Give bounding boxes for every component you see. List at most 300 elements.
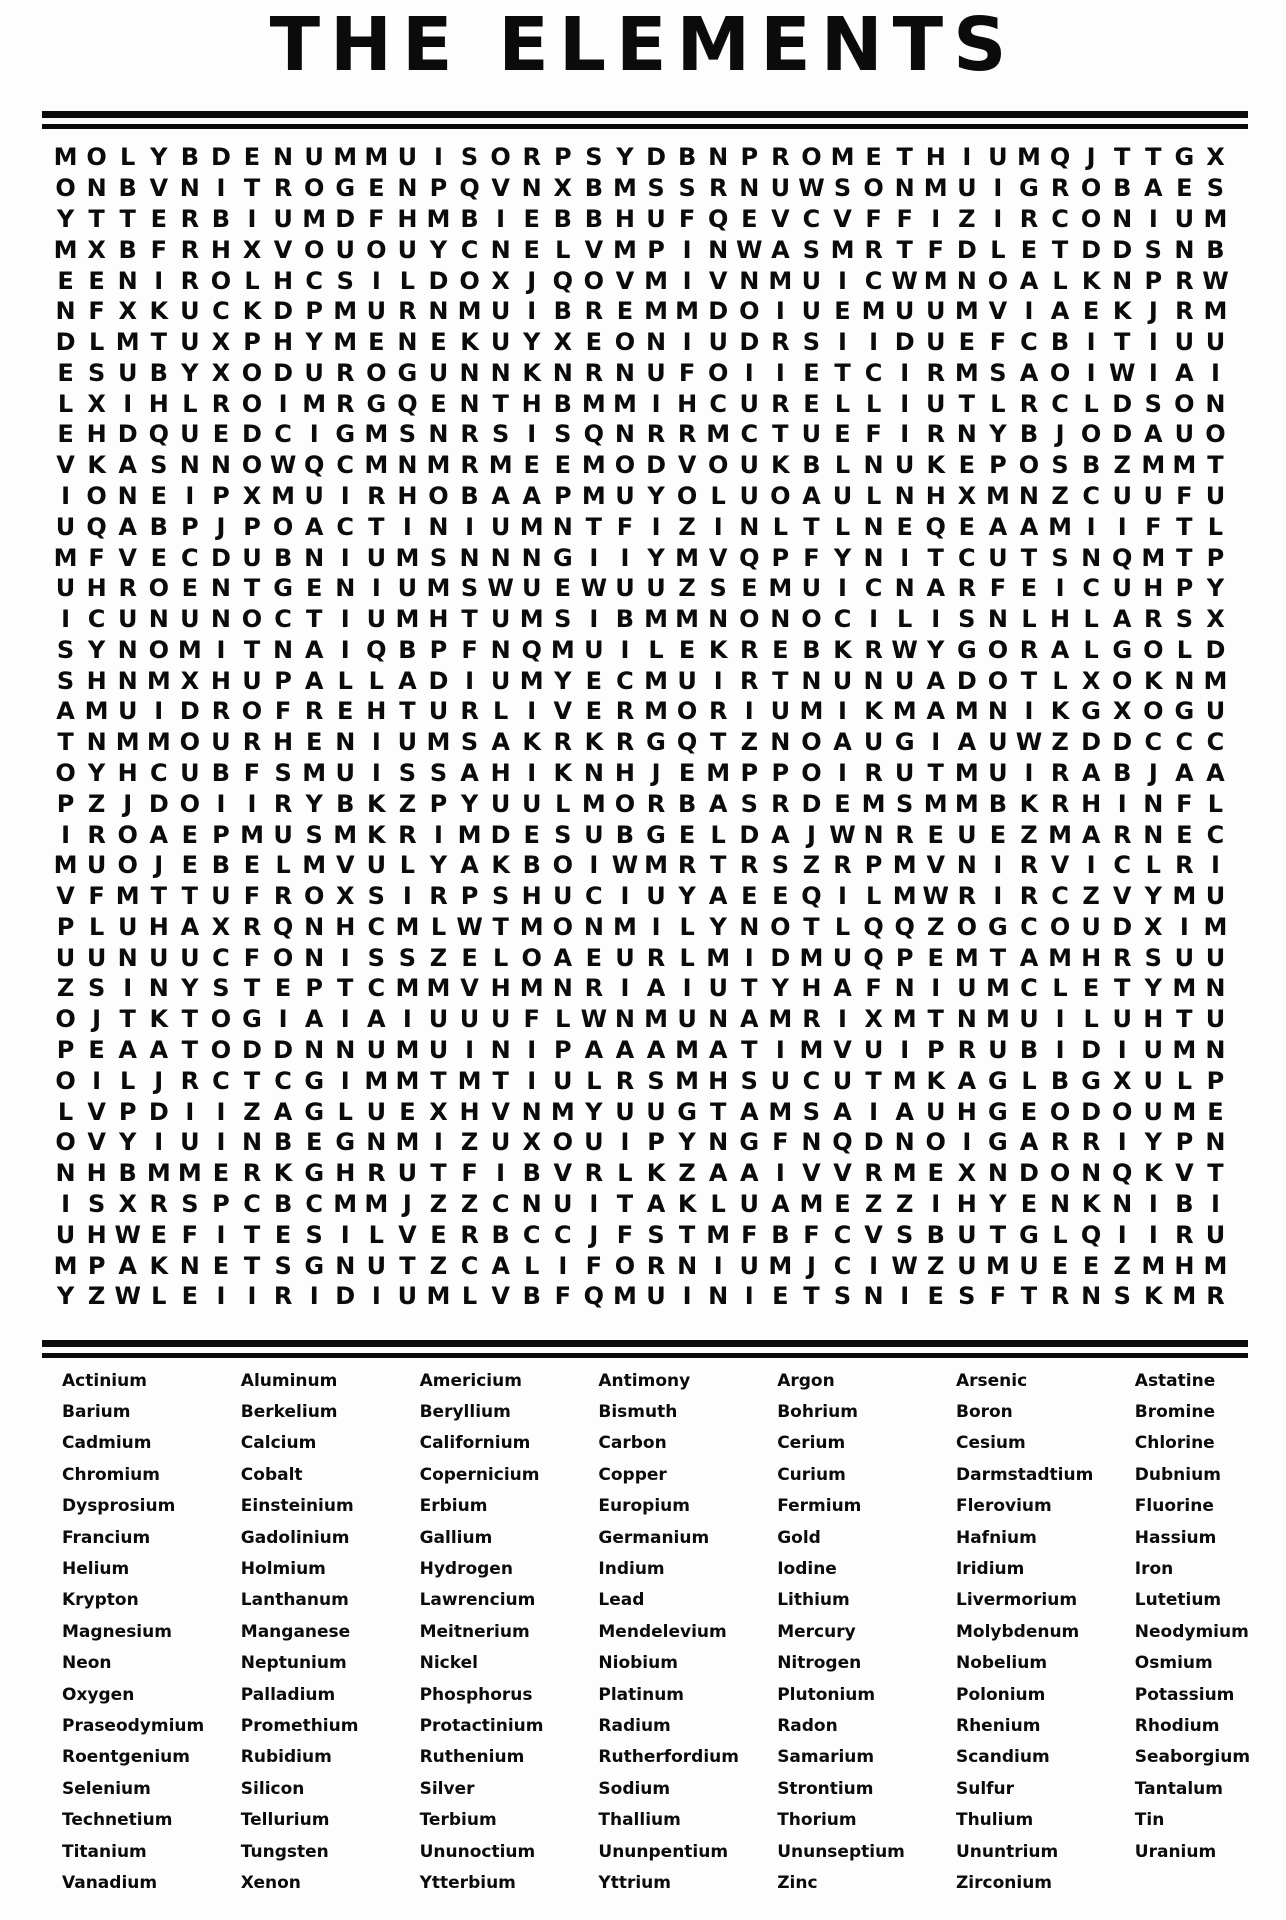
grid-letter[interactable]: U — [1112, 1005, 1132, 1034]
grid-letter[interactable]: U — [335, 235, 355, 264]
grid-letter[interactable]: U — [490, 605, 511, 634]
grid-letter[interactable]: M — [706, 1220, 731, 1249]
grid-letter[interactable]: A — [957, 1066, 977, 1095]
grid-letter[interactable]: U — [86, 943, 107, 972]
grid-letter[interactable]: E — [430, 1220, 447, 1249]
grid-letter[interactable]: E — [834, 1189, 851, 1218]
grid-letter[interactable]: S — [491, 420, 510, 449]
grid-letter[interactable]: D — [148, 789, 169, 818]
grid-letter[interactable]: C — [367, 974, 386, 1003]
grid-letter[interactable]: T — [865, 1066, 882, 1095]
grid-letter[interactable]: U — [397, 1282, 418, 1311]
grid-letter[interactable]: I — [558, 1251, 568, 1280]
grid-letter[interactable]: O — [552, 851, 573, 880]
grid-letter[interactable]: I — [838, 697, 847, 726]
grid-letter[interactable]: C — [1020, 328, 1038, 357]
grid-letter[interactable]: S — [398, 420, 417, 449]
word-list-item[interactable]: Molybdenum — [955, 1621, 1080, 1642]
grid-letter[interactable]: Y — [833, 543, 852, 572]
grid-letter[interactable]: I — [496, 1159, 506, 1188]
grid-letter[interactable]: M — [830, 235, 855, 264]
grid-letter[interactable]: O — [801, 728, 822, 757]
grid-letter[interactable]: U — [117, 912, 138, 941]
grid-letter[interactable]: I — [340, 1005, 350, 1034]
grid-letter[interactable]: M — [799, 943, 824, 972]
grid-letter[interactable]: U — [428, 697, 449, 726]
grid-letter[interactable]: R — [149, 1189, 169, 1218]
grid-letter[interactable]: R — [398, 820, 417, 849]
word-list-item[interactable]: Rhenium — [955, 1715, 1041, 1736]
grid-letter[interactable]: R — [740, 851, 759, 880]
grid-letter[interactable]: N — [1081, 1282, 1102, 1311]
grid-letter[interactable]: Z — [87, 789, 106, 818]
grid-letter[interactable]: M — [53, 1251, 78, 1280]
grid-letter[interactable]: N — [708, 1005, 729, 1034]
grid-letter[interactable]: M — [706, 759, 731, 788]
grid-letter[interactable]: T — [1176, 543, 1193, 572]
grid-letter[interactable]: E — [772, 1282, 789, 1311]
grid-letter[interactable]: Z — [460, 1189, 479, 1218]
grid-letter[interactable]: M — [613, 912, 637, 941]
grid-letter[interactable]: T — [803, 1282, 820, 1311]
grid-letter[interactable]: O — [55, 759, 76, 788]
grid-letter[interactable]: O — [987, 666, 1009, 695]
grid-letter[interactable]: S — [274, 1251, 292, 1280]
grid-letter[interactable]: E — [1020, 1097, 1038, 1126]
word-list-item[interactable]: Darmstadtium — [955, 1464, 1094, 1485]
grid-letter[interactable]: T — [430, 1159, 447, 1188]
grid-letter[interactable]: M — [768, 1251, 793, 1280]
grid-letter[interactable]: V — [398, 1220, 417, 1249]
grid-letter[interactable]: B — [1206, 235, 1225, 264]
grid-letter[interactable]: T — [337, 974, 354, 1003]
grid-letter[interactable]: R — [1050, 1282, 1070, 1311]
grid-letter[interactable]: M — [146, 728, 171, 757]
word-list-item[interactable]: Bohrium — [777, 1402, 858, 1423]
grid-letter[interactable]: U — [1143, 1066, 1164, 1095]
grid-letter[interactable]: A — [1019, 1128, 1039, 1157]
grid-letter[interactable]: R — [957, 574, 977, 603]
grid-letter[interactable]: U — [739, 1251, 760, 1280]
grid-letter[interactable]: C — [460, 1251, 479, 1280]
grid-letter[interactable]: U — [1174, 328, 1195, 357]
word-list-item[interactable]: Lead — [598, 1590, 645, 1611]
grid-letter[interactable]: J — [651, 759, 661, 788]
grid-letter[interactable]: D — [210, 543, 231, 572]
grid-letter[interactable]: V — [1050, 851, 1070, 880]
grid-letter[interactable]: I — [434, 143, 443, 172]
grid-letter[interactable]: P — [647, 235, 665, 264]
word-list-item[interactable]: Ununpentium — [598, 1841, 729, 1862]
word-list-item[interactable]: Curium — [777, 1464, 846, 1485]
grid-letter[interactable]: Q — [707, 204, 729, 233]
grid-letter[interactable]: K — [771, 451, 790, 480]
grid-letter[interactable]: N — [304, 912, 325, 941]
grid-letter[interactable]: B — [211, 759, 231, 788]
grid-letter[interactable]: U — [273, 204, 293, 233]
grid-letter[interactable]: W — [829, 820, 856, 849]
grid-letter[interactable]: E — [337, 697, 354, 726]
grid-letter[interactable]: H — [708, 1066, 729, 1095]
grid-letter[interactable]: M — [581, 481, 606, 510]
grid-letter[interactable]: E — [1020, 1189, 1038, 1218]
word-list-item[interactable]: Palladium — [240, 1684, 336, 1705]
grid-letter[interactable]: T — [243, 1220, 261, 1249]
grid-letter[interactable]: L — [834, 451, 851, 480]
grid-letter[interactable]: I — [900, 1282, 910, 1311]
grid-letter[interactable]: P — [553, 1036, 572, 1065]
grid-letter[interactable]: R — [1206, 1282, 1225, 1311]
grid-letter[interactable]: O — [303, 235, 325, 264]
grid-letter[interactable]: T — [1145, 143, 1162, 172]
grid-letter[interactable]: I — [869, 328, 879, 357]
grid-letter[interactable]: I — [1055, 574, 1065, 603]
grid-letter[interactable]: Q — [676, 728, 698, 757]
grid-letter[interactable]: K — [149, 297, 169, 326]
grid-letter[interactable]: A — [708, 1036, 728, 1065]
grid-letter[interactable]: N — [521, 1189, 542, 1218]
grid-letter[interactable]: N — [1143, 820, 1164, 849]
word-list-item[interactable]: Californium — [419, 1433, 531, 1454]
grid-letter[interactable]: Z — [1113, 451, 1131, 480]
grid-letter[interactable]: V — [149, 174, 169, 203]
grid-letter[interactable]: P — [305, 297, 323, 326]
grid-letter[interactable]: N — [863, 451, 884, 480]
grid-letter[interactable]: D — [1081, 1097, 1102, 1126]
grid-letter[interactable]: W — [1202, 266, 1229, 295]
grid-letter[interactable]: N — [521, 174, 542, 203]
word-list-item[interactable]: Polonium — [955, 1684, 1046, 1705]
grid-letter[interactable]: L — [1052, 266, 1068, 295]
grid-letter[interactable]: C — [491, 1189, 510, 1218]
grid-letter[interactable]: M — [115, 882, 140, 911]
word-list-item[interactable]: Germanium — [598, 1527, 710, 1548]
word-list-item[interactable]: Oxygen — [62, 1684, 135, 1705]
grid-letter[interactable]: R — [118, 574, 137, 603]
grid-letter[interactable]: O — [210, 1036, 232, 1065]
grid-letter[interactable]: L — [1021, 1066, 1037, 1095]
grid-letter[interactable]: T — [989, 1220, 1007, 1249]
grid-letter[interactable]: N — [770, 605, 791, 634]
grid-letter[interactable]: L — [834, 512, 851, 541]
grid-letter[interactable]: U — [1081, 912, 1101, 941]
grid-letter[interactable]: H — [366, 697, 387, 726]
grid-letter[interactable]: G — [304, 1097, 325, 1126]
word-list-item[interactable]: Protactinium — [419, 1715, 544, 1736]
grid-letter[interactable]: N — [273, 143, 294, 172]
grid-letter[interactable]: B — [180, 143, 199, 172]
grid-letter[interactable]: E — [1176, 174, 1193, 203]
grid-letter[interactable]: T — [243, 174, 261, 203]
grid-letter[interactable]: Z — [678, 1159, 696, 1188]
grid-letter[interactable]: O — [614, 789, 636, 818]
grid-letter[interactable]: M — [768, 574, 793, 603]
grid-letter[interactable]: U — [1019, 1005, 1039, 1034]
grid-letter[interactable]: I — [1086, 358, 1096, 387]
grid-letter[interactable]: G — [304, 1159, 325, 1188]
grid-letter[interactable]: X — [87, 389, 106, 418]
grid-letter[interactable]: K — [1081, 1189, 1101, 1218]
grid-letter[interactable]: S — [1175, 605, 1194, 634]
grid-letter[interactable]: I — [775, 297, 785, 326]
grid-letter[interactable]: T — [1176, 512, 1193, 541]
grid-letter[interactable]: U — [646, 1282, 666, 1311]
grid-letter[interactable]: K — [1143, 666, 1163, 695]
grid-letter[interactable]: N — [1174, 235, 1195, 264]
grid-letter[interactable]: O — [428, 481, 449, 510]
grid-letter[interactable]: D — [894, 328, 915, 357]
grid-letter[interactable]: I — [713, 1251, 723, 1280]
word-list-item[interactable]: Ruthenium — [419, 1747, 525, 1768]
word-list-item[interactable]: Manganese — [240, 1621, 351, 1642]
grid-letter[interactable]: Q — [1112, 1159, 1133, 1188]
word-list-item[interactable]: Scandium — [955, 1747, 1050, 1768]
grid-letter[interactable]: U — [304, 481, 324, 510]
grid-letter[interactable]: B — [273, 1128, 293, 1157]
grid-letter[interactable]: L — [555, 235, 571, 264]
grid-letter[interactable]: H — [210, 666, 231, 695]
grid-letter[interactable]: E — [181, 1282, 199, 1311]
grid-letter[interactable]: L — [555, 1005, 571, 1034]
word-list-item[interactable]: Ytterbium — [419, 1872, 516, 1893]
grid-letter[interactable]: Q — [148, 420, 169, 449]
grid-letter[interactable]: U — [180, 759, 200, 788]
grid-letter[interactable]: T — [461, 605, 478, 634]
grid-letter[interactable]: L — [586, 1066, 602, 1095]
grid-letter[interactable]: I — [465, 666, 475, 695]
word-list-item[interactable]: Lanthanum — [240, 1590, 349, 1611]
grid-letter[interactable]: U — [957, 1220, 977, 1249]
grid-letter[interactable]: U — [1205, 882, 1226, 911]
grid-letter[interactable]: A — [1144, 174, 1163, 203]
grid-letter[interactable]: V — [491, 1097, 510, 1126]
grid-letter[interactable]: S — [1051, 451, 1069, 480]
grid-letter[interactable]: S — [896, 789, 914, 818]
grid-letter[interactable]: U — [1174, 420, 1195, 449]
grid-letter[interactable]: R — [646, 943, 666, 972]
word-list-item[interactable]: Lithium — [777, 1590, 850, 1611]
grid-letter[interactable]: C — [1175, 728, 1194, 757]
grid-letter[interactable]: O — [521, 943, 542, 972]
grid-letter[interactable]: A — [1019, 943, 1039, 972]
grid-letter[interactable]: T — [1020, 1282, 1038, 1311]
grid-letter[interactable]: D — [428, 266, 449, 295]
grid-letter[interactable]: A — [771, 820, 790, 849]
grid-letter[interactable]: I — [216, 789, 226, 818]
grid-letter[interactable]: I — [402, 882, 412, 911]
grid-letter[interactable]: O — [241, 451, 263, 480]
grid-letter[interactable]: U — [366, 1036, 387, 1065]
grid-letter[interactable]: U — [584, 1128, 604, 1157]
grid-letter[interactable]: I — [962, 143, 972, 172]
grid-letter[interactable]: T — [1176, 1005, 1193, 1034]
grid-letter[interactable]: D — [739, 328, 760, 357]
grid-letter[interactable]: M — [1141, 451, 1166, 480]
grid-letter[interactable]: M — [519, 605, 544, 634]
grid-letter[interactable]: G — [335, 174, 356, 203]
grid-letter[interactable]: Y — [647, 481, 665, 510]
grid-letter[interactable]: I — [682, 974, 692, 1003]
grid-letter[interactable]: E — [585, 328, 603, 357]
grid-letter[interactable]: P — [740, 143, 759, 172]
grid-letter[interactable]: Q — [583, 1282, 605, 1311]
grid-letter[interactable]: M — [519, 512, 544, 541]
grid-letter[interactable]: P — [243, 512, 261, 541]
grid-letter[interactable]: O — [676, 481, 698, 510]
grid-letter[interactable]: Q — [303, 451, 325, 480]
grid-letter[interactable]: S — [87, 1189, 106, 1218]
grid-letter[interactable]: M — [302, 851, 327, 880]
grid-letter[interactable]: D — [55, 328, 76, 357]
grid-letter[interactable]: F — [616, 1220, 634, 1249]
grid-letter[interactable]: E — [927, 1159, 944, 1188]
grid-letter[interactable]: Y — [150, 143, 168, 172]
grid-letter[interactable]: I — [1148, 1189, 1158, 1218]
grid-letter[interactable]: Y — [56, 1282, 75, 1311]
grid-letter[interactable]: B — [615, 605, 635, 634]
grid-letter[interactable]: E — [678, 759, 696, 788]
grid-letter[interactable]: U — [894, 666, 915, 695]
grid-letter[interactable]: O — [863, 174, 884, 203]
grid-letter[interactable]: E — [1207, 1097, 1224, 1126]
grid-letter[interactable]: N — [987, 605, 1008, 634]
grid-letter[interactable]: I — [340, 605, 350, 634]
grid-letter[interactable]: E — [150, 543, 167, 572]
grid-letter[interactable]: I — [838, 882, 847, 911]
grid-letter[interactable]: L — [1052, 974, 1068, 1003]
grid-letter[interactable]: K — [87, 451, 106, 480]
grid-letter[interactable]: O — [1080, 204, 1102, 233]
grid-letter[interactable]: X — [957, 481, 977, 510]
grid-letter[interactable]: M — [1141, 543, 1166, 572]
grid-letter[interactable]: I — [247, 1282, 257, 1311]
word-list-item[interactable]: Neptunium — [240, 1653, 347, 1674]
grid-letter[interactable]: U — [366, 1097, 387, 1126]
grid-letter[interactable]: M — [675, 1036, 700, 1065]
grid-letter[interactable]: I — [340, 543, 350, 572]
grid-letter[interactable]: N — [1205, 389, 1226, 418]
grid-letter[interactable]: W — [1108, 358, 1136, 387]
grid-letter[interactable]: N — [117, 635, 138, 664]
grid-letter[interactable]: J — [589, 1220, 599, 1249]
grid-letter[interactable]: H — [956, 1189, 977, 1218]
grid-letter[interactable]: C — [833, 1220, 852, 1249]
grid-letter[interactable]: S — [647, 174, 665, 203]
grid-letter[interactable]: K — [677, 1189, 697, 1218]
grid-letter[interactable]: I — [931, 605, 941, 634]
grid-letter[interactable]: B — [211, 851, 231, 880]
grid-letter[interactable]: U — [117, 358, 138, 387]
grid-letter[interactable]: U — [304, 358, 324, 387]
grid-letter[interactable]: O — [1143, 697, 1164, 726]
grid-letter[interactable]: P — [56, 1036, 75, 1065]
grid-letter[interactable]: M — [613, 389, 637, 418]
grid-letter[interactable]: I — [993, 174, 1003, 203]
grid-letter[interactable]: C — [1082, 481, 1100, 510]
grid-letter[interactable]: D — [242, 1036, 262, 1065]
grid-letter[interactable]: N — [677, 1251, 698, 1280]
grid-letter[interactable]: D — [210, 143, 231, 172]
grid-letter[interactable]: I — [682, 1282, 692, 1311]
grid-letter[interactable]: I — [713, 666, 723, 695]
grid-letter[interactable]: E — [523, 820, 540, 849]
grid-letter[interactable]: R — [771, 789, 790, 818]
grid-letter[interactable]: O — [490, 143, 511, 172]
grid-letter[interactable]: G — [646, 820, 666, 849]
grid-letter[interactable]: F — [989, 1282, 1007, 1311]
grid-letter[interactable]: M — [923, 789, 948, 818]
grid-letter[interactable]: V — [335, 851, 355, 880]
grid-letter[interactable]: E — [523, 204, 540, 233]
grid-letter[interactable]: N — [117, 666, 138, 695]
grid-letter[interactable]: U — [677, 1005, 697, 1034]
grid-letter[interactable]: A — [802, 481, 821, 510]
grid-letter[interactable]: U — [1112, 481, 1132, 510]
grid-letter[interactable]: T — [710, 851, 727, 880]
grid-letter[interactable]: H — [86, 666, 107, 695]
grid-letter[interactable]: N — [490, 358, 511, 387]
grid-letter[interactable]: Q — [1080, 1220, 1102, 1249]
grid-letter[interactable]: N — [1112, 204, 1133, 233]
grid-letter[interactable]: S — [554, 605, 572, 634]
grid-letter[interactable]: M — [799, 1036, 824, 1065]
grid-letter[interactable]: Z — [429, 1251, 448, 1280]
grid-letter[interactable]: E — [57, 358, 74, 387]
grid-letter[interactable]: U — [55, 1220, 76, 1249]
grid-letter[interactable]: B — [584, 204, 604, 233]
word-list-item[interactable]: Strontium — [777, 1778, 874, 1799]
grid-letter[interactable]: N — [86, 174, 107, 203]
grid-letter[interactable]: I — [527, 420, 537, 449]
word-list-item[interactable]: Cerium — [777, 1433, 846, 1454]
grid-letter[interactable]: X — [180, 666, 200, 695]
grid-letter[interactable]: H — [428, 605, 449, 634]
grid-letter[interactable]: T — [1020, 543, 1038, 572]
grid-letter[interactable]: C — [833, 605, 852, 634]
grid-letter[interactable]: R — [1112, 943, 1132, 972]
grid-letter[interactable]: I — [402, 512, 412, 541]
grid-letter[interactable]: M — [830, 143, 855, 172]
grid-letter[interactable]: V — [56, 882, 75, 911]
grid-letter[interactable]: I — [744, 358, 754, 387]
grid-letter[interactable]: P — [864, 851, 883, 880]
grid-letter[interactable]: O — [272, 943, 294, 972]
grid-letter[interactable]: A — [615, 1036, 635, 1065]
grid-letter[interactable]: N — [241, 1128, 263, 1157]
grid-letter[interactable]: T — [896, 143, 913, 172]
grid-letter[interactable]: N — [770, 728, 791, 757]
grid-letter[interactable]: X — [553, 174, 573, 203]
grid-letter[interactable]: C — [833, 1251, 852, 1280]
grid-letter[interactable]: F — [678, 358, 696, 387]
grid-letter[interactable]: M — [985, 1251, 1010, 1280]
grid-letter[interactable]: N — [1018, 481, 1040, 510]
word-list-item[interactable]: Thulium — [955, 1810, 1034, 1831]
grid-letter[interactable]: R — [367, 1159, 386, 1188]
grid-letter[interactable]: R — [1019, 882, 1039, 911]
grid-letter[interactable]: H — [925, 481, 946, 510]
grid-letter[interactable]: E — [803, 389, 820, 418]
grid-letter[interactable]: I — [1210, 1189, 1220, 1218]
grid-letter[interactable]: C — [243, 1189, 261, 1218]
word-list-item[interactable]: Copper — [598, 1464, 667, 1485]
grid-letter[interactable]: R — [584, 358, 604, 387]
grid-letter[interactable]: B — [522, 851, 541, 880]
grid-letter[interactable]: H — [490, 759, 511, 788]
grid-letter[interactable]: B — [118, 174, 137, 203]
grid-letter[interactable]: U — [397, 235, 418, 264]
grid-letter[interactable]: P — [212, 820, 230, 849]
